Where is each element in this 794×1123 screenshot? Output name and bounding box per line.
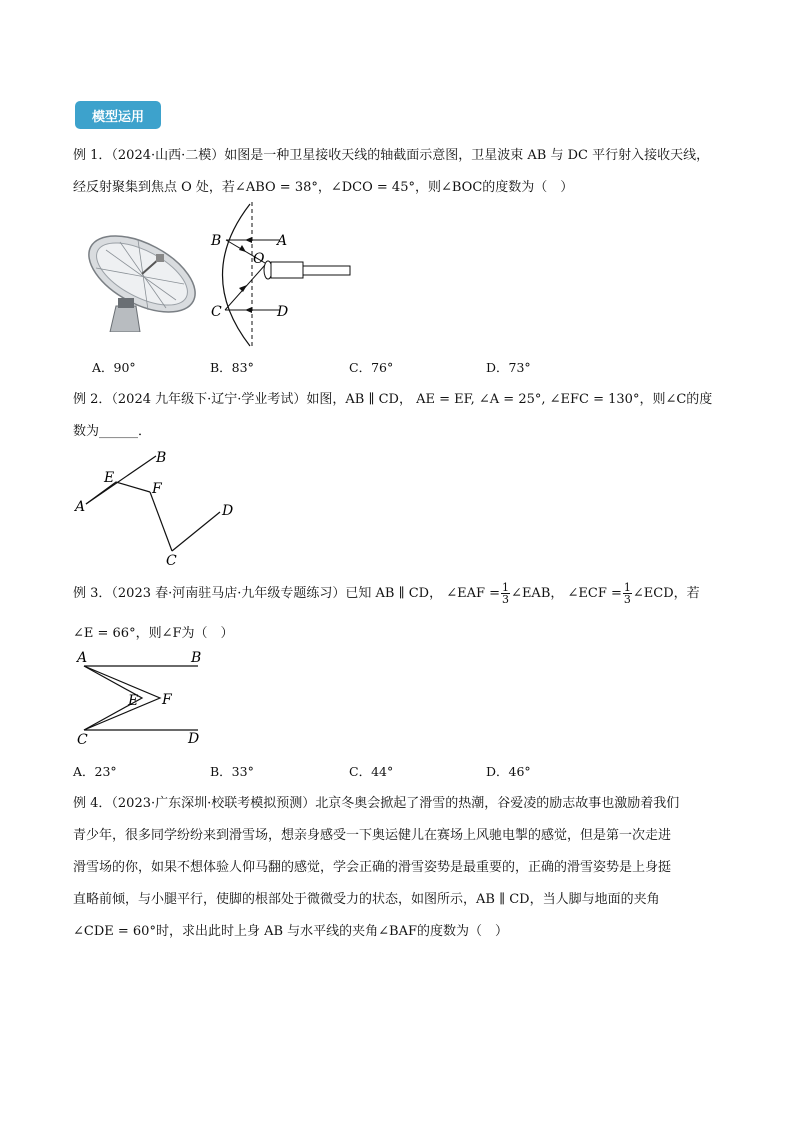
ex2-figure: [72, 446, 247, 571]
fig2-label-d: D: [222, 503, 234, 519]
fig1-label-b: B: [211, 233, 222, 249]
fraction-one-third: $\frac{1}{3}$: [623, 581, 631, 606]
section-badge: 模型运用: [75, 101, 161, 129]
ex1-line1: 例 1．（2024·山西·二模）如图是一种卫星接收天线的轴截面示意图，卫星波束 AB 与 DC 平行射入接收天线，: [73, 148, 710, 163]
ex3-line2: ∠E = 66°，则∠F为（ ）: [73, 626, 234, 641]
fig3-label-b: B: [191, 650, 202, 666]
fig1-label-d: D: [277, 304, 289, 320]
fig3-label-f: F: [162, 692, 172, 708]
ex4-line4: 直略前倾，与小腿平行，使脚的根部处于微微受力的状态，如图所示，AB ∥ CD，当人脚与地面的夹角: [73, 892, 660, 907]
ex3-option-b: B．33°: [210, 764, 254, 779]
ex1-option-b: B．83°: [210, 360, 254, 375]
fig2-label-e: E: [104, 470, 115, 486]
ex4-line5: ∠CDE = 60°时，求出此时上身 AB 与水平线的夹角∠BAF的度数为（ ）: [73, 924, 509, 939]
ex3-line1: 例 3．（2023 春·河南驻马店·九年级专题练习）已知 AB ∥ CD， ∠EAF = $\frac{1}{3}$ ∠EAB， ∠ECF = $\frac{1}{3}$ ∠ECD，若: [73, 581, 700, 606]
fig3-label-a: A: [77, 650, 88, 666]
ex4-line1: 例 4．（2023·广东深圳·校联考模拟预测）北京冬奥会掀起了滑雪的热潮，谷爱凌的励志故事也激励着我们: [73, 796, 680, 811]
fig1-label-o: O: [253, 251, 265, 267]
ex1-line2: 经反射聚集到焦点 O 处，若∠ABO = 38°，∠DCO = 45°，则∠BOC的度数为（ ）: [73, 180, 574, 195]
ex3-option-d: D．46°: [486, 764, 531, 779]
satellite-dish-photo: [76, 228, 196, 332]
ex3-option-a: A．23°: [73, 764, 117, 779]
fraction-one-third: $\frac{1}{3}$: [502, 581, 510, 606]
ex1-option-d: D．73°: [486, 360, 531, 375]
fig2-label-c: C: [166, 553, 177, 569]
ex3-option-c: C．44°: [349, 764, 394, 779]
fig2-label-f: F: [152, 481, 162, 497]
fig3-label-d: D: [188, 731, 200, 746]
antenna-cross-section-diagram: [205, 200, 355, 350]
ex1-option-c: C．76°: [349, 360, 394, 375]
fig1-label-a: A: [277, 233, 288, 249]
ex3-figure: [72, 646, 222, 746]
ex2-line2: 数为______．: [73, 424, 152, 439]
ex1-option-a: A．90°: [92, 360, 136, 375]
ex4-line3: 滑雪场的你，如果不想体验人仰马翻的感觉，学会正确的滑雪姿势是最重要的，正确的滑雪姿势是上身挺: [73, 860, 672, 875]
fig2-label-a: A: [75, 499, 86, 515]
fig3-label-e: E: [128, 693, 139, 709]
ex4-line2: 青少年，很多同学纷纷来到滑雪场，想亲身感受一下奥运健儿在赛场上风驰电掣的感觉，但是第一次走进: [73, 828, 672, 843]
fig3-label-c: C: [77, 732, 88, 746]
fig2-label-b: B: [156, 450, 167, 466]
ex2-line1: 例 2．（2024 九年级下·辽宁·学业考试）如图，AB ∥ CD， AE = EF, ∠A = 25°, ∠EFC = 130°，则∠C的度: [73, 392, 713, 407]
fig1-label-c: C: [211, 304, 222, 320]
